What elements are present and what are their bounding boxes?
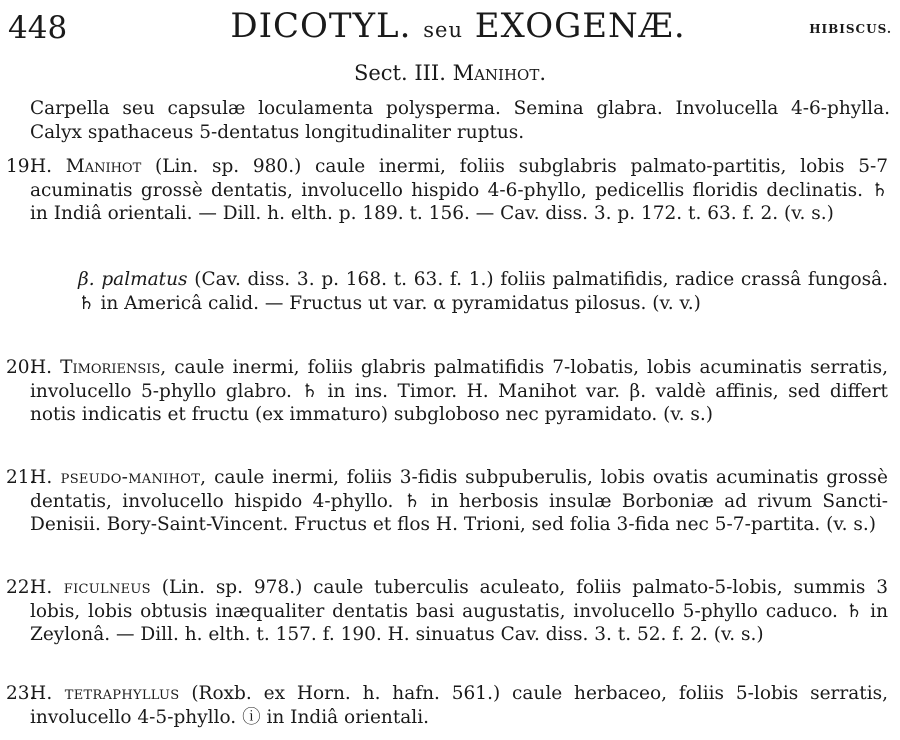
species-description: (Roxb. ex Horn. h. hafn. 561.) caule herbaceo, foliis 5-lobis serratis, involucello 4-5-phyllo. ⓘ in Indiâ orientali. [30,683,888,728]
species-description: caule inermi, foliis glabris palmatifidis 7-lobatis, lobis acuminatis serratis, involucello 5-phyllo glabro. ♄ in ins. Timor. H. Manihot var. β. valdè affinis, sed differt notis indicatis et fructu (ex immaturo) subgloboso nec pyramidato. (v. s.) [30,357,888,425]
section-name: Manihot. [452,61,547,85]
section-description: Carpella seu capsulæ loculamenta polysperma. Semina glabra. Involucella 4-6-phylla. Calyx spathaceus 5-dentatus longitudinaliter ruptus. [30,98,890,143]
species-description: caule inermi, foliis 3-fidis subpuberulis, lobis ovatis acuminatis grossè dentatis, involucello hispido 4-phyllo. ♄ in herbosis insulæ Borboniæ ad rivum Sancti-Denisii. Bory-Saint-Vincent. Fructus et flos H. Trioni, sed folia 3-fida nec 5-7-partita. (v. s.) [30,467,888,535]
page-number: 448 [8,10,68,46]
species-entry-19 [6,155,888,226]
entry-number: 20. [6,357,36,378]
entry-number: 22. [6,577,36,598]
entry-number: 19. [6,156,36,177]
species-name: H. ficulneus [30,577,151,598]
variety-description: (Cav. diss. 3. p. 168. t. 63. f. 1.) foliis palmatifidis, radice crassâ fungosâ. ♄ in Americâ calid. — Fructus ut var. α pyramidatus pilosus. (v. v.) [78,269,888,314]
title-part-2: EXOGENÆ. [474,6,686,46]
species-name: H. tetraphyllus [30,683,180,704]
entry-number: 21. [6,467,36,488]
species-name: H. pseudo-manihot, [30,467,207,488]
species-name: H. Timoriensis, [30,357,167,378]
title-part-1: DICOTYL. [230,6,412,46]
section-label: Sect. III. [353,61,446,85]
species-entry-22 [6,576,888,647]
variety-name: β. palmatus [78,269,188,290]
species-entry-20 [6,356,888,427]
species-entry-21 [6,466,888,537]
species-entry-23 [6,682,888,729]
species-description: (Lin. sp. 978.) caule tuberculis aculeato, foliis palmato-5-lobis, summis 3 lobis, lobis obtusis inæqualiter dentatis basi augustatis, involucello 5-phyllo caduco. ♄ in Zeylonâ. — Dill. h. elth. t. 157. f. 190. H. sinuatus Cav. diss. 3. t. 52. f. 2. (v. s.) [30,577,888,645]
variety-entry [78,268,888,315]
genus-header: HIBISCUS. [809,22,892,36]
species-description: (Lin. sp. 980.) caule inermi, foliis subglabris palmato-partitis, lobis 5-7 acuminatis grossè dentatis, involucello hispido 4-6-phyllo, pedicellis floridis declinatis. ♄ in Indiâ orientali. — Dill. h. elth. p. 189. t. 156. — Cav. diss. 3. p. 172. t. 63. f. 2. (v. s.) [30,156,888,224]
entry-number: 23. [6,683,36,704]
title-seu: seu [423,18,463,42]
species-name: H. Manihot [30,156,142,177]
running-title [158,6,758,50]
running-head [8,4,892,54]
section-title [0,60,900,86]
